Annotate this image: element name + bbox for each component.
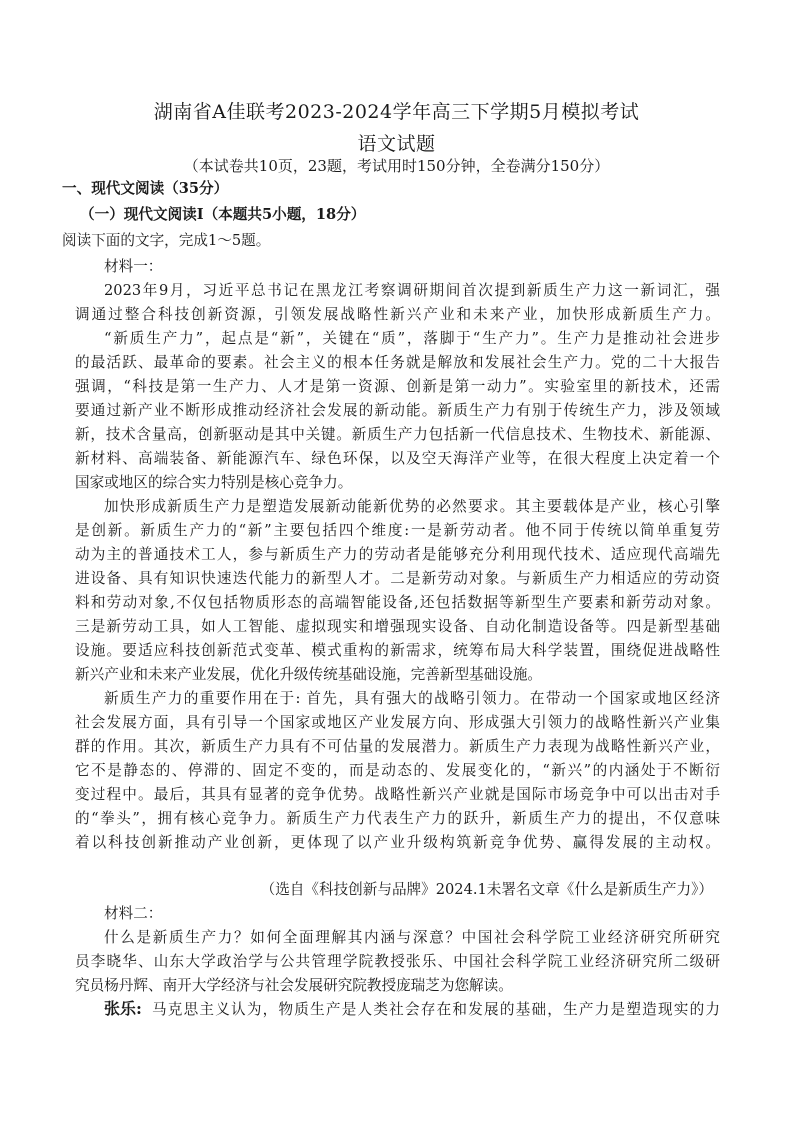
text-line: 新质生产力的重要作用在于: 首先，具有强大的战略引领力。在带动一个国家或地区经济 [104, 690, 720, 707]
text-line: 是创新。新质生产力的“新”主要包括四个维度:一是新劳动者。他不同于传统以简单重复劳 [75, 522, 720, 539]
exam-title: 湖南省A佳联考2023-2024学年高三下学期5月模拟考试 [153, 101, 640, 123]
exam-subject: 语文试题 [357, 133, 436, 155]
text-line: 加快形成新质生产力是塑造发展新动能新优势的必然要求。其主要载体是产业，核心引擎 [104, 498, 720, 515]
text-line: 2023年9月，习近平总书记在黑龙江考察调研期间首次提到新质生产力这一新词汇，强 [104, 282, 720, 299]
material-two-label: 材料二： [104, 905, 163, 922]
text-line: 究员杨丹辉、南开大学经济与社会发展研究院教授庞瑞芝为您解读。 [75, 977, 513, 994]
text-line: 动为主的普通技术工人，参与新质生产力的劳动者是能够充分利用现代技术、适应现代高端先 [75, 546, 720, 563]
text-line: 马克思主义认为，物质生产是人类社会存在和发展的基础，生产力是塑造现实的力 [152, 1001, 720, 1018]
text-line: 的“拳头”，拥有核心竞争力。新质生产力代表生产力的跃升，新质生产力的提出，不仅意味 [75, 810, 720, 827]
text-line: 三是新劳动工具，如人工智能、虚拟现实和增强现实设备、自动化制造设备等。四是新型基础 [75, 618, 720, 635]
source-citation: （选自《科技创新与品牌》2024.1未署名文章《什么是新质生产力》） [260, 881, 713, 898]
text-line: “新质生产力”，起点是“新”，关键在“质”，落脚于“生产力”。生产力是推动社会进步 [104, 330, 720, 347]
text-line: 变过程中。最后，其具有显著的竞争优势。战略性新兴产业就是国际市场竞争中可以出击对手 [75, 786, 720, 803]
text-line: 新，技术含量高，创新驱动是其中关键。新质生产力包括新一代信息技术、生物技术、新能源、 [75, 426, 720, 443]
speaker-name: 张乐: [104, 999, 142, 1018]
text-line: 新材料、高端装备、新能源汽车、绿色环保，以及空天海洋产业等，在很大程度上决定着一个 [75, 450, 720, 467]
text-line: 进设备、具有知识快速迭代能力的新型人才。二是新劳动对象。与新质生产力相适应的劳动资 [75, 570, 720, 587]
section-heading: 一、现代文阅读（35分） [62, 180, 229, 197]
text-line: 国家或地区的综合实力特别是核心竞争力。 [75, 474, 353, 491]
text-line: 新兴产业和未来产业发展，优化升级传统基础设施，完善新型基础设施。 [75, 666, 543, 683]
text-line: 员李晓华、山东大学政治学与公共管理学院教授张乐、中国社会科学院工业经济研究所二级研 [75, 953, 720, 970]
text-line: 什么是新质生产力？如何全面理解其内涵与深意？中国社会科学院工业经济研究所研究 [104, 929, 720, 946]
text-line: 调通过整合科技创新资源，引领发展战略性新兴产业和未来产业，加快形成新质生产力。 [75, 306, 720, 323]
text-line: 强调，“科技是第一生产力、人才是第一资源、创新是第一动力”。实验室里的新技术，还需 [75, 378, 720, 395]
text-line: 群的作用。其次，新质生产力具有不可估量的发展潜力。新质生产力表现为战略性新兴产业， [75, 738, 720, 755]
material-one-label: 材料一： [104, 258, 163, 275]
text-line: 要通过新产业不断形成推动经济社会发展的新动能。新质生产力有别于传统生产力，涉及领域 [75, 402, 720, 419]
exam-note: （本试卷共10页，23题，考试用时150分钟，全卷满分150分） [183, 157, 610, 175]
text-line: 设施。要适应科技创新范式变革、模式重构的新需求，统筹布局大科学装置，围绕促进战略性 [75, 642, 720, 659]
subsection-heading: （一）现代文阅读Ⅰ（本题共5小题，18分） [80, 206, 366, 223]
text-line: 料和劳动对象,不仅包括物质形态的高端智能设备,还包括数据等新型生产要素和新劳动对象。 [75, 594, 720, 611]
instruction: 阅读下面的文字，完成1～5题。 [62, 232, 271, 249]
text-line: 它不是静态的、停滞的、固定不变的，而是动态的、发展变化的，“新兴”的内涵处于不断衍 [75, 762, 720, 779]
text-line: 着以科技创新推动产业创新，更体现了以产业升级构筑新竞争优势、赢得发展的主动权。 [75, 834, 720, 851]
text-line: 社会发展方面，具有引导一个国家或地区产业发展方向、形成强大引领力的战略性新兴产业集 [75, 714, 720, 731]
text-line: 的最活跃、最革命的要素。社会主义的根本任务就是解放和发展社会生产力。党的二十大报告 [75, 354, 720, 371]
